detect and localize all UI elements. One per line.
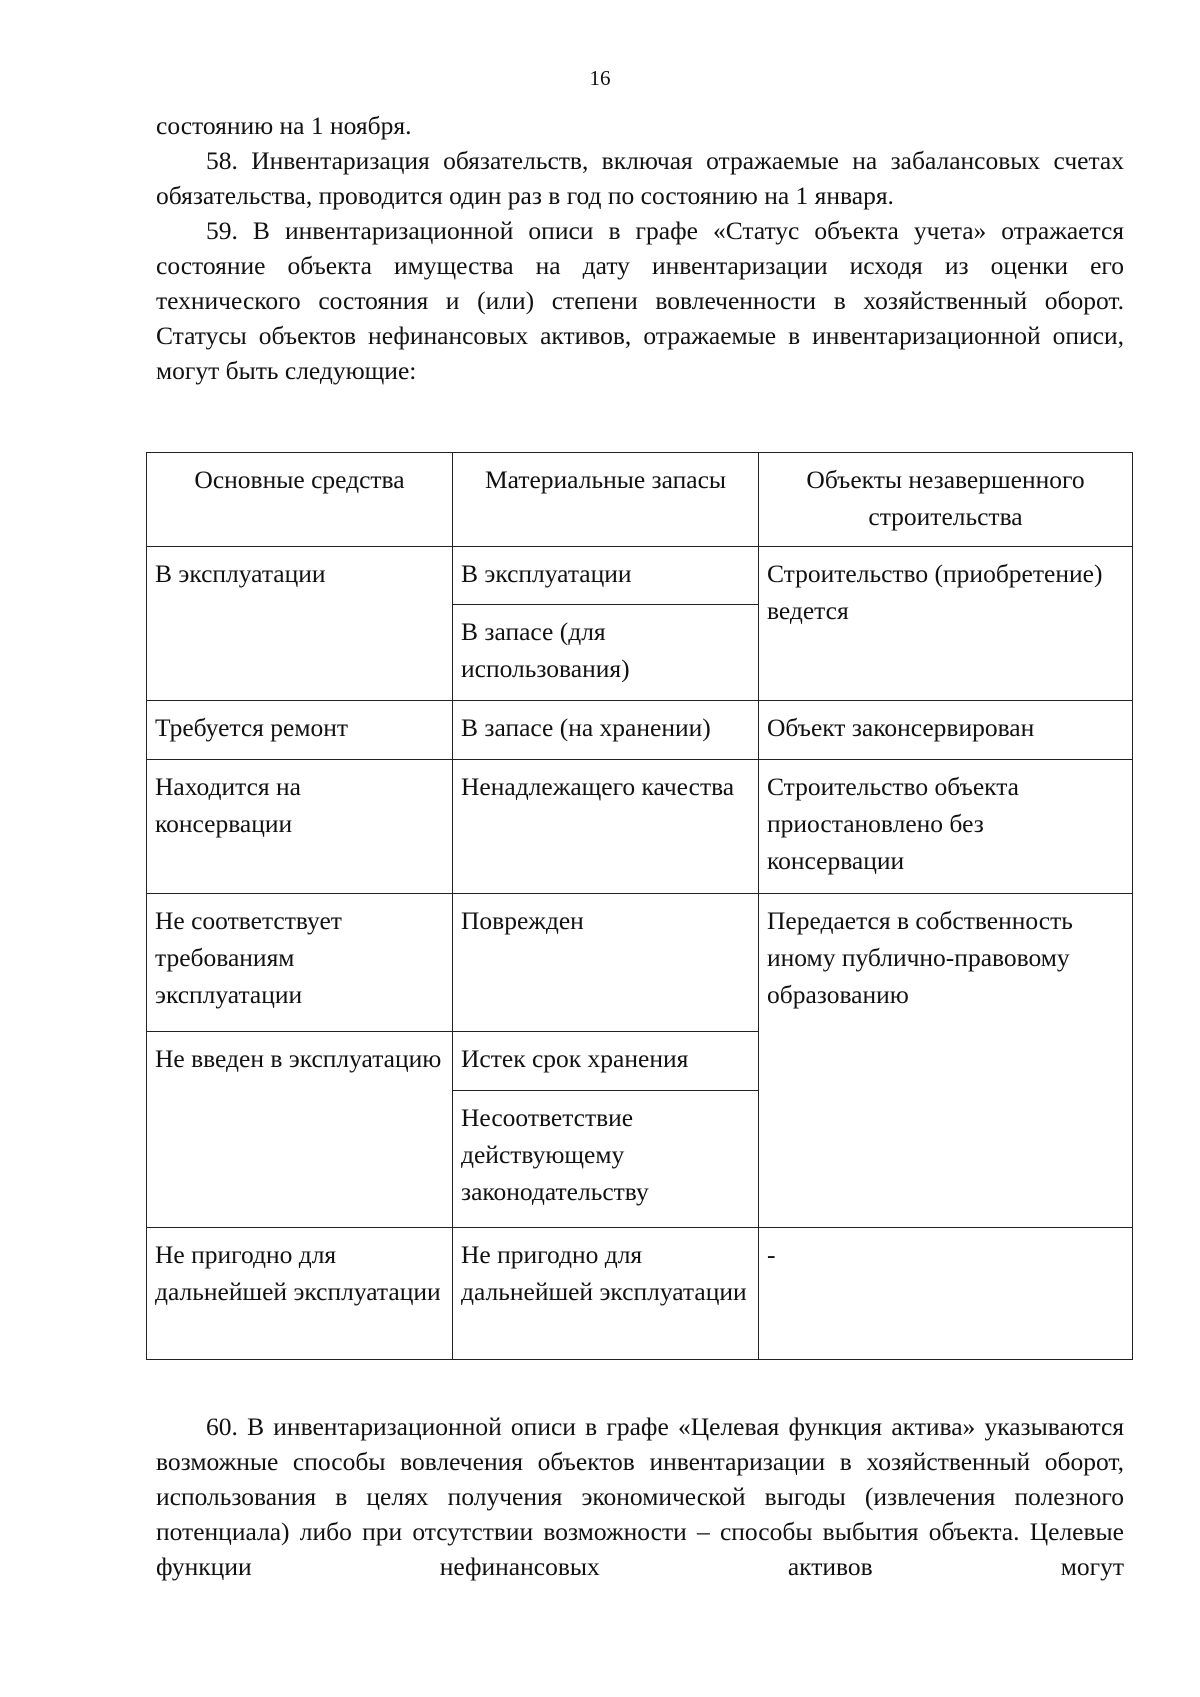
header-inventories: Материальные запасы: [453, 453, 759, 547]
page-number: 16: [589, 66, 611, 90]
status-table: [146, 452, 1133, 1360]
table-cell: Находится на консервации: [147, 759, 453, 893]
paragraph-58: 58. Инвентаризация обязательств, включая отражаемые на забалансовых счетах обязательства, проводится один раз в год по состоянию на 1 января.: [156, 146, 1124, 210]
paragraph-60: 60. В инвентаризационной описи в графе «Целевая функция актива» указываются возможные способы вовлечения объектов инвентаризации в хозяйственный оборот, использования в целях получения экономической выгоды (извлечения полезного потенциала) либо при отсутствии возможности – способы выбытия объекта. Целевые функции нефинансовых активов могут: [156, 1412, 1124, 1581]
table-cell: Не пригодно для дальнейшей эксплуатации: [453, 1227, 759, 1360]
table-cell: В эксплуатации: [147, 547, 453, 701]
paragraph-continuation: состоянию на 1 ноября.: [156, 111, 412, 140]
header-construction: Объекты незавершенного строительства: [759, 453, 1133, 547]
table-cell: Строительство объекта приостановлено без консервации: [759, 759, 1133, 893]
table-cell: В запасе (для использования): [453, 605, 759, 701]
table-cell: Не соответствует требованиям эксплуатации: [147, 894, 453, 1032]
table-cell: Требуется ремонт: [147, 700, 453, 759]
table-cell: В запасе (на хранении): [453, 700, 759, 759]
table-cell: Поврежден: [453, 894, 759, 1032]
table-cell: Передается в собственность иному публично-правовому образованию: [759, 894, 1133, 1227]
table-cell: Истек срок хранения: [453, 1031, 759, 1090]
table-cell: В эксплуатации: [453, 547, 759, 605]
header-fixed-assets: Основные средства: [147, 453, 453, 547]
text-bottom: [156, 1409, 1124, 1584]
table-cell: Не пригодно для дальнейшей эксплуатации: [147, 1227, 453, 1360]
table-cell: Строительство (приобретение) ведется: [759, 547, 1133, 701]
table-cell: Не введен в эксплуатацию: [147, 1031, 453, 1227]
table-cell: Несоответствие действующему законодательству: [453, 1090, 759, 1227]
paragraph-59: 59. В инвентаризационной описи в графе «Статус объекта учета» отражается состояние объекта имущества на дату инвентаризации исходя из оценки его технического состояния и (или) степени вовлеченности в хозяйственный оборот. Статусы объектов нефинансовых активов, отражаемые в инвентаризационной описи, могут быть следующие:: [156, 216, 1124, 385]
table-cell: Объект законсервирован: [759, 700, 1133, 759]
table-cell: Ненадлежащего качества: [453, 759, 759, 893]
text-top: [156, 108, 1124, 388]
table-cell: -: [759, 1227, 1133, 1360]
